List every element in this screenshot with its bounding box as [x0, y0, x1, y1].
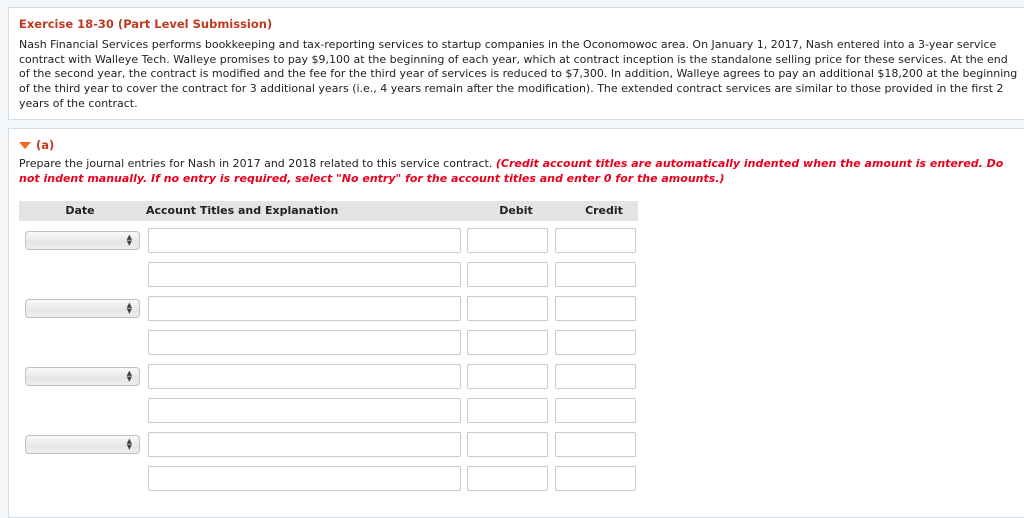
debit-input[interactable] — [467, 228, 548, 253]
account-title-input[interactable] — [148, 296, 461, 321]
table-row — [9, 296, 649, 322]
part-a-toggle[interactable] — [19, 138, 54, 152]
credit-input[interactable] — [555, 296, 636, 321]
table-row — [9, 432, 649, 458]
credit-input[interactable] — [555, 466, 636, 491]
exercise-title: Exercise 18-30 (Part Level Submission) — [19, 17, 273, 31]
table-row — [9, 398, 649, 424]
exercise-description: Nash Financial Services performs bookkeeping and tax-reporting services to startup companies in the Oconomowoc area. On January 1, 2017, Nash entered into a 3-year service contract with Walleye Tech. Walleye promises to pay $9,100 at the beginning of each year, which at contract inception is the standalone selling price for these services. At the end of the second year, the contract is modified and the fee for the third year of services is reduced to $7,300. In addition, Walleye agrees to pay an additional $18,200 at the beginning of the third year to cover the contract for 3 additional years (i.e., 4 years remain after the modification). The extended contract services are similar to those provided in the first 2 years of the contract. — [19, 38, 1018, 110]
problem-panel — [8, 7, 1024, 120]
credit-input[interactable] — [555, 262, 636, 287]
table-row — [9, 262, 649, 288]
account-title-input[interactable] — [148, 364, 461, 389]
part-label: (a) — [36, 138, 55, 152]
debit-input[interactable] — [467, 262, 548, 287]
select-arrows-icon: ▲ ▼ — [126, 233, 132, 247]
header-date: Date — [65, 204, 95, 217]
account-title-input[interactable] — [148, 330, 461, 355]
table-row — [9, 228, 649, 254]
debit-input[interactable] — [467, 398, 548, 423]
header-account: Account Titles and Explanation — [146, 204, 339, 217]
select-arrows-icon: ▲ ▼ — [126, 437, 132, 451]
debit-input[interactable] — [467, 466, 548, 491]
debit-input[interactable] — [467, 330, 548, 355]
account-title-input[interactable] — [148, 228, 461, 253]
credit-input[interactable] — [555, 432, 636, 457]
triangle-down-icon — [19, 142, 31, 149]
part-instructions — [19, 157, 1019, 186]
date-select[interactable] — [25, 435, 140, 454]
credit-input[interactable] — [555, 228, 636, 253]
header-debit: Debit — [499, 204, 533, 217]
journal-table-header — [19, 201, 638, 221]
part-a-panel — [8, 128, 1024, 518]
debit-input[interactable] — [467, 364, 548, 389]
debit-input[interactable] — [467, 296, 548, 321]
account-title-input[interactable] — [148, 432, 461, 457]
credit-input[interactable] — [555, 330, 636, 355]
account-title-input[interactable] — [148, 262, 461, 287]
debit-input[interactable] — [467, 432, 548, 457]
instruction-text: Prepare the journal entries for Nash in 2017 and 2018 related to this service contract. — [19, 157, 493, 170]
date-select[interactable] — [25, 231, 140, 250]
credit-input[interactable] — [555, 364, 636, 389]
credit-input[interactable] — [555, 398, 636, 423]
select-arrows-icon: ▲ ▼ — [126, 369, 132, 383]
table-row — [9, 364, 649, 390]
header-credit: Credit — [585, 204, 623, 217]
table-row — [9, 466, 649, 492]
table-row — [9, 330, 649, 356]
account-title-input[interactable] — [148, 466, 461, 491]
account-title-input[interactable] — [148, 398, 461, 423]
date-select[interactable] — [25, 299, 140, 318]
select-arrows-icon: ▲ ▼ — [126, 301, 132, 315]
date-select[interactable] — [25, 367, 140, 386]
instruction-note: (Credit account titles are automatically indented when the amount is entered. Do not indent manually. If no entry is required, select "No entry" for the account titles and enter 0 for the amounts.) — [19, 157, 1004, 185]
